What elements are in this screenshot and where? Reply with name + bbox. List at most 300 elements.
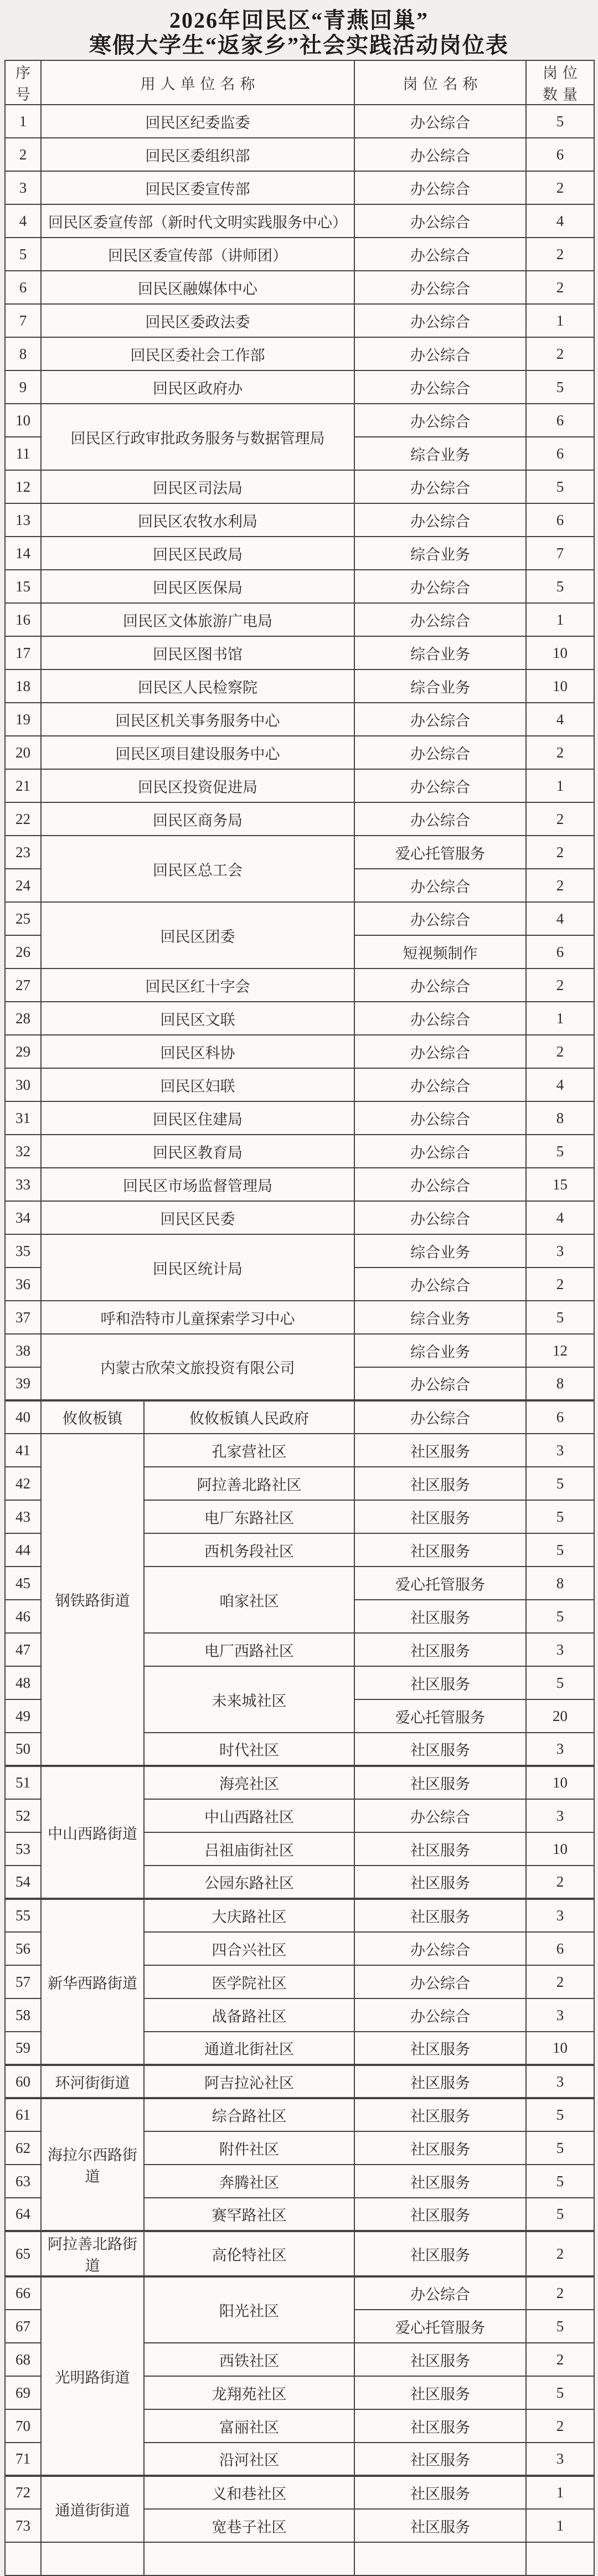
cell-employer: 回民区司法局	[41, 470, 354, 503]
cell-unit: 西铁社区	[144, 2343, 354, 2376]
cell-row-number: 19	[5, 703, 41, 736]
cell-row-number: 48	[5, 1666, 41, 1699]
cell-employer: 回民区项目建设服务中心	[41, 736, 354, 769]
table-row	[5, 1400, 594, 1434]
cell-employer: 回民区投资促进局	[41, 769, 354, 802]
cell-qty: 3	[526, 1234, 594, 1268]
cell-position: 社区服务	[354, 1500, 526, 1533]
cell-qty: 5	[526, 1600, 594, 1633]
cell-row-number: 63	[5, 2165, 41, 2198]
table-row	[5, 1068, 594, 1101]
table-row	[5, 337, 594, 370]
cell-row-number: 32	[5, 1135, 41, 1168]
cell-position: 社区服务	[354, 1832, 526, 1866]
cell-position: 爱心托管服务	[354, 2310, 526, 2343]
cell-employer: 回民区文联	[41, 1002, 354, 1035]
cell-unit: 电厂西路社区	[144, 1633, 354, 1666]
header-row	[5, 60, 594, 105]
cell-row-number: 36	[5, 1268, 41, 1301]
cell-position: 社区服务	[354, 1899, 526, 1932]
cell-position: 爱心托管服务	[354, 836, 526, 869]
table-row	[5, 2231, 594, 2276]
cell-qty: 10	[526, 1766, 594, 1799]
cell-employer: 回民区住建局	[41, 1101, 354, 1135]
cell-row-number: 13	[5, 503, 41, 537]
cell-row-number: 42	[5, 1467, 41, 1500]
cell-position: 办公综合	[354, 769, 526, 802]
cell-row-number: 37	[5, 1301, 41, 1334]
cell-position: 办公综合	[354, 1367, 526, 1400]
table-row	[5, 105, 594, 138]
cell-employer: 回民区科协	[41, 1035, 354, 1068]
cell-unit: 大庆路社区	[144, 1899, 354, 1932]
cell-row-number: 17	[5, 636, 41, 669]
cell-qty: 5	[526, 370, 594, 404]
cell-row-number: 61	[5, 2098, 41, 2131]
cell-row-number: 30	[5, 1068, 41, 1101]
table-row	[5, 1135, 594, 1168]
cell-row-number: 1	[5, 105, 41, 138]
cell-qty: 2	[526, 2343, 594, 2376]
cell-unit: 吕祖庙街社区	[144, 1832, 354, 1866]
cell-row-number: 56	[5, 1932, 41, 1965]
truncated-cell	[526, 2542, 594, 2575]
table-row	[5, 138, 594, 171]
cell-qty: 3	[526, 1434, 594, 1467]
cell-position: 短视频制作	[354, 935, 526, 968]
cell-row-number: 20	[5, 736, 41, 769]
cell-qty: 1	[526, 603, 594, 636]
cell-employer: 回民区机关事务服务中心	[41, 703, 354, 736]
cell-position: 办公综合	[354, 2276, 526, 2310]
table-row	[5, 703, 594, 736]
cell-row-number: 40	[5, 1400, 41, 1434]
cell-qty: 2	[526, 869, 594, 902]
cell-group: 阿拉善北路街道	[41, 2231, 144, 2276]
cell-qty: 10	[526, 669, 594, 703]
cell-position: 办公综合	[354, 1400, 526, 1434]
cell-unit: 附件社区	[144, 2131, 354, 2165]
cell-row-number: 57	[5, 1965, 41, 1998]
col-header-index: 序号	[5, 60, 41, 105]
cell-position: 社区服务	[354, 2098, 526, 2131]
cell-unit: 战备路社区	[144, 1998, 354, 2032]
cell-position: 办公综合	[354, 1799, 526, 1832]
cell-qty: 6	[526, 404, 594, 437]
cell-employer: 回民区医保局	[41, 570, 354, 603]
cell-qty: 2	[526, 1268, 594, 1301]
cell-employer: 回民区委宣传部（新时代文明实践服务中心）	[41, 204, 354, 238]
table-row	[5, 802, 594, 836]
cell-qty: 6	[526, 935, 594, 968]
table-row	[5, 836, 594, 869]
cell-row-number: 60	[5, 2065, 41, 2098]
cell-qty: 6	[526, 138, 594, 171]
cell-employer: 回民区民委	[41, 1201, 354, 1234]
cell-row-number: 21	[5, 769, 41, 802]
cell-row-number: 51	[5, 1766, 41, 1799]
cell-position: 社区服务	[354, 2476, 526, 2509]
cell-employer: 回民区委社会工作部	[41, 337, 354, 370]
table-row	[5, 171, 594, 204]
cell-row-number: 71	[5, 2443, 41, 2476]
cell-row-number: 44	[5, 1533, 41, 1567]
cell-row-number: 73	[5, 2509, 41, 2542]
cell-position: 办公综合	[354, 1068, 526, 1101]
table-row	[5, 271, 594, 304]
cell-row-number: 18	[5, 669, 41, 703]
cell-position: 办公综合	[354, 271, 526, 304]
table-row	[5, 370, 594, 404]
cell-row-number: 14	[5, 537, 41, 570]
cell-row-number: 41	[5, 1434, 41, 1467]
cell-qty: 5	[526, 1666, 594, 1699]
cell-row-number: 34	[5, 1201, 41, 1234]
cell-position: 社区服务	[354, 1600, 526, 1633]
cell-unit: 赛罕路社区	[144, 2198, 354, 2231]
cell-employer: 回民区农牧水利局	[41, 503, 354, 537]
cell-position: 综合业务	[354, 1301, 526, 1334]
cell-qty: 1	[526, 304, 594, 337]
cell-employer: 回民区纪委监委	[41, 105, 354, 138]
cell-row-number: 31	[5, 1101, 41, 1135]
cell-position: 办公综合	[354, 1035, 526, 1068]
cell-qty: 4	[526, 1201, 594, 1234]
document-title	[4, 3, 594, 60]
cell-row-number: 35	[5, 1234, 41, 1268]
table-row	[5, 1035, 594, 1068]
table-row	[5, 769, 594, 802]
cell-qty: 1	[526, 769, 594, 802]
cell-position: 办公综合	[354, 1135, 526, 1168]
cell-qty: 6	[526, 1400, 594, 1434]
cell-row-number: 46	[5, 1600, 41, 1633]
cell-row-number: 33	[5, 1168, 41, 1201]
cell-position: 社区服务	[354, 2409, 526, 2443]
table-row	[5, 238, 594, 271]
cell-row-number: 11	[5, 437, 41, 470]
cell-qty: 5	[526, 1500, 594, 1533]
cell-position: 社区服务	[354, 1533, 526, 1567]
cell-employer: 回民区总工会	[41, 836, 354, 902]
cell-position: 办公综合	[354, 1002, 526, 1035]
cell-row-number: 49	[5, 1699, 41, 1733]
cell-unit: 医学院社区	[144, 1965, 354, 1998]
table-row	[5, 1101, 594, 1135]
cell-position: 办公综合	[354, 1168, 526, 1201]
title-line-1: 2026年回民区“青燕回巢”	[169, 8, 429, 33]
cell-unit: 义和巷社区	[144, 2476, 354, 2509]
cell-employer: 回民区人民检察院	[41, 669, 354, 703]
cell-position: 爱心托管服务	[354, 1699, 526, 1733]
table-row	[5, 1334, 594, 1367]
cell-employer: 回民区商务局	[41, 802, 354, 836]
cell-position: 社区服务	[354, 2165, 526, 2198]
cell-row-number: 6	[5, 271, 41, 304]
cell-row-number: 15	[5, 570, 41, 603]
cell-unit: 四合兴社区	[144, 1932, 354, 1965]
cell-qty: 5	[526, 1135, 594, 1168]
cell-row-number: 5	[5, 238, 41, 271]
cell-row-number: 64	[5, 2198, 41, 2231]
cell-employer: 回民区红十字会	[41, 968, 354, 1002]
cell-qty: 5	[526, 470, 594, 503]
cell-qty: 2	[526, 1866, 594, 1899]
cell-position: 办公综合	[354, 503, 526, 537]
cell-position: 办公综合	[354, 1998, 526, 2032]
cell-unit: 咱家社区	[144, 1567, 354, 1633]
positions-table	[4, 60, 595, 2576]
cell-employer: 回民区政府办	[41, 370, 354, 404]
cell-qty: 5	[526, 2165, 594, 2198]
cell-qty: 5	[526, 1467, 594, 1500]
cell-employer: 回民区市场监督管理局	[41, 1168, 354, 1201]
cell-qty: 2	[526, 802, 594, 836]
table-row	[5, 1201, 594, 1234]
cell-employer: 回民区融媒体中心	[41, 271, 354, 304]
cell-position: 办公综合	[354, 171, 526, 204]
cell-unit: 西机务段社区	[144, 1533, 354, 1567]
cell-employer: 回民区文体旅游广电局	[41, 603, 354, 636]
cell-qty: 3	[526, 1998, 594, 2032]
cell-employer: 回民区图书馆	[41, 636, 354, 669]
cell-position: 办公综合	[354, 1965, 526, 1998]
cell-group: 中山西路街道	[41, 1766, 144, 1899]
cell-row-number: 55	[5, 1899, 41, 1932]
cell-row-number: 65	[5, 2231, 41, 2276]
col-header-employer: 用人单位名称	[41, 60, 354, 105]
cell-row-number: 23	[5, 836, 41, 869]
cell-row-number: 12	[5, 470, 41, 503]
cell-row-number: 43	[5, 1500, 41, 1533]
cell-qty: 2	[526, 2409, 594, 2443]
cell-position: 办公综合	[354, 470, 526, 503]
cell-qty: 4	[526, 703, 594, 736]
cell-qty: 2	[526, 2231, 594, 2276]
cell-row-number: 47	[5, 1633, 41, 1666]
table-row	[5, 2276, 594, 2310]
cell-row-number: 58	[5, 1998, 41, 2032]
cell-position: 社区服务	[354, 1434, 526, 1467]
cell-row-number: 28	[5, 1002, 41, 1035]
cell-row-number: 70	[5, 2409, 41, 2443]
table-row	[5, 669, 594, 703]
cell-row-number: 66	[5, 2276, 41, 2310]
cell-position: 办公综合	[354, 304, 526, 337]
cell-qty: 2	[526, 1965, 594, 1998]
cell-qty: 8	[526, 1567, 594, 1600]
cell-unit: 综合路社区	[144, 2098, 354, 2131]
cell-employer: 回民区委宣传部	[41, 171, 354, 204]
table-row	[5, 1301, 594, 1334]
cell-qty: 2	[526, 171, 594, 204]
cell-row-number: 67	[5, 2310, 41, 2343]
cell-row-number: 38	[5, 1334, 41, 1367]
cell-position: 办公综合	[354, 902, 526, 935]
truncated-row	[5, 2542, 594, 2575]
cell-position: 办公综合	[354, 703, 526, 736]
cell-unit: 攸攸板镇人民政府	[144, 1400, 354, 1434]
cell-position: 综合业务	[354, 636, 526, 669]
cell-position: 办公综合	[354, 1932, 526, 1965]
cell-position: 社区服务	[354, 2032, 526, 2065]
cell-unit: 时代社区	[144, 1733, 354, 1766]
table-row	[5, 1766, 594, 1799]
cell-unit: 中山西路社区	[144, 1799, 354, 1832]
cell-employer: 内蒙古欣荣文旅投资有限公司	[41, 1334, 354, 1400]
cell-row-number: 3	[5, 171, 41, 204]
cell-unit: 沿河社区	[144, 2443, 354, 2476]
cell-position: 社区服务	[354, 2509, 526, 2542]
cell-employer: 回民区委组织部	[41, 138, 354, 171]
col-header-quantity: 岗位数量	[526, 60, 594, 105]
table-row	[5, 570, 594, 603]
table-row	[5, 736, 594, 769]
cell-qty: 6	[526, 1932, 594, 1965]
cell-position: 综合业务	[354, 537, 526, 570]
cell-qty: 3	[526, 1733, 594, 1766]
table-row	[5, 1234, 594, 1268]
cell-row-number: 62	[5, 2131, 41, 2165]
cell-position: 办公综合	[354, 570, 526, 603]
cell-row-number: 59	[5, 2032, 41, 2065]
cell-unit: 宽巷子社区	[144, 2509, 354, 2542]
table-body	[5, 105, 594, 2542]
cell-row-number: 54	[5, 1866, 41, 1899]
title-line-2: 寒假大学生“返家乡”社会实践活动岗位表	[89, 33, 509, 58]
truncated-cell	[5, 2542, 41, 2575]
cell-row-number: 24	[5, 869, 41, 902]
cell-qty: 3	[526, 1633, 594, 1666]
cell-row-number: 25	[5, 902, 41, 935]
cell-group: 钢铁路街道	[41, 1434, 144, 1766]
cell-qty: 1	[526, 1002, 594, 1035]
cell-employer: 回民区行政审批政务服务与数据管理局	[41, 404, 354, 470]
cell-position: 办公综合	[354, 138, 526, 171]
table-row	[5, 636, 594, 669]
cell-unit: 海亮社区	[144, 1766, 354, 1799]
table-row	[5, 537, 594, 570]
table-row	[5, 2098, 594, 2131]
cell-position: 办公综合	[354, 404, 526, 437]
cell-position: 办公综合	[354, 204, 526, 238]
cell-unit: 阳光社区	[144, 2276, 354, 2343]
cell-qty: 8	[526, 1101, 594, 1135]
cell-position: 社区服务	[354, 1633, 526, 1666]
truncated-cell	[41, 2542, 144, 2575]
cell-qty: 3	[526, 2443, 594, 2476]
cell-position: 办公综合	[354, 603, 526, 636]
cell-qty: 1	[526, 2476, 594, 2509]
cell-unit: 阿吉拉沁社区	[144, 2065, 354, 2098]
cell-position: 社区服务	[354, 1467, 526, 1500]
cell-unit: 富丽社区	[144, 2409, 354, 2443]
cell-qty: 10	[526, 2032, 594, 2065]
cell-employer: 回民区委宣传部（讲师团）	[41, 238, 354, 271]
cell-position: 办公综合	[354, 1268, 526, 1301]
cell-position: 社区服务	[354, 1766, 526, 1799]
truncated-cell	[144, 2542, 354, 2575]
cell-unit: 龙翔苑社区	[144, 2376, 354, 2409]
cell-position: 社区服务	[354, 2065, 526, 2098]
cell-unit: 电厂东路社区	[144, 1500, 354, 1533]
cell-unit: 通道北街社区	[144, 2032, 354, 2065]
cell-row-number: 72	[5, 2476, 41, 2509]
cell-employer: 回民区妇联	[41, 1068, 354, 1101]
cell-qty: 2	[526, 736, 594, 769]
table-row	[5, 304, 594, 337]
cell-position: 办公综合	[354, 1201, 526, 1234]
cell-qty: 6	[526, 437, 594, 470]
cell-row-number: 29	[5, 1035, 41, 1068]
table-row	[5, 1168, 594, 1201]
cell-qty: 4	[526, 902, 594, 935]
table-row	[5, 1899, 594, 1932]
cell-row-number: 68	[5, 2343, 41, 2376]
cell-position: 社区服务	[354, 2198, 526, 2231]
cell-group: 海拉尔西路街道	[41, 2098, 144, 2231]
cell-position: 办公综合	[354, 337, 526, 370]
cell-qty: 5	[526, 2098, 594, 2131]
cell-employer: 回民区民政局	[41, 537, 354, 570]
cell-position: 综合业务	[354, 1234, 526, 1268]
cell-qty: 2	[526, 337, 594, 370]
cell-qty: 5	[526, 105, 594, 138]
cell-qty: 12	[526, 1334, 594, 1367]
cell-qty: 5	[526, 2198, 594, 2231]
cell-position: 社区服务	[354, 1866, 526, 1899]
cell-position: 社区服务	[354, 2376, 526, 2409]
cell-position: 社区服务	[354, 2131, 526, 2165]
cell-position: 办公综合	[354, 1101, 526, 1135]
cell-employer: 回民区委政法委	[41, 304, 354, 337]
cell-position: 社区服务	[354, 2231, 526, 2276]
cell-qty: 4	[526, 204, 594, 238]
cell-row-number: 39	[5, 1367, 41, 1400]
cell-position: 社区服务	[354, 2343, 526, 2376]
cell-qty: 5	[526, 2131, 594, 2165]
cell-unit: 高伦特社区	[144, 2231, 354, 2276]
cell-row-number: 26	[5, 935, 41, 968]
cell-unit: 奔腾社区	[144, 2165, 354, 2198]
cell-qty: 20	[526, 1699, 594, 1733]
cell-row-number: 22	[5, 802, 41, 836]
cell-row-number: 10	[5, 404, 41, 437]
cell-group: 环河街街道	[41, 2065, 144, 2098]
cell-row-number: 9	[5, 370, 41, 404]
cell-qty: 4	[526, 1068, 594, 1101]
cell-qty: 2	[526, 2276, 594, 2310]
cell-position: 办公综合	[354, 968, 526, 1002]
cell-position: 社区服务	[354, 1733, 526, 1766]
cell-group: 新华西路街道	[41, 1899, 144, 2065]
cell-row-number: 27	[5, 968, 41, 1002]
cell-qty: 10	[526, 636, 594, 669]
cell-position: 办公综合	[354, 105, 526, 138]
table-row	[5, 2065, 594, 2098]
table-row	[5, 470, 594, 503]
cell-qty: 3	[526, 2065, 594, 2098]
table-row	[5, 204, 594, 238]
cell-position: 综合业务	[354, 1334, 526, 1367]
cell-unit: 孔家营社区	[144, 1434, 354, 1467]
cell-qty: 2	[526, 836, 594, 869]
cell-group: 光明路街道	[41, 2276, 144, 2476]
cell-employer: 呼和浩特市儿童探索学习中心	[41, 1301, 354, 1334]
cell-row-number: 69	[5, 2376, 41, 2409]
cell-row-number: 53	[5, 1832, 41, 1866]
cell-unit: 公园东路社区	[144, 1866, 354, 1899]
